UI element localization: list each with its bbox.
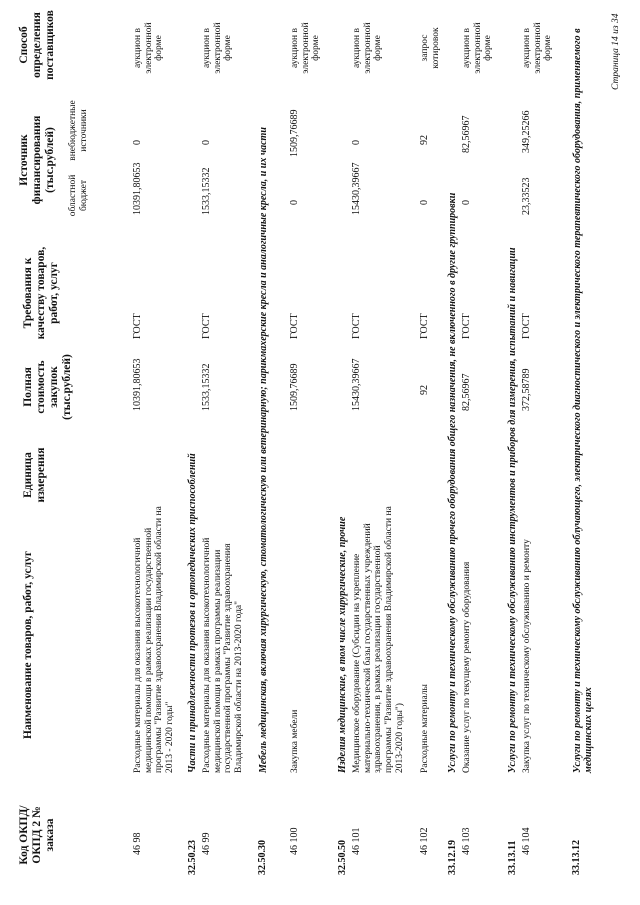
row-method: аукцион в электронной форме — [202, 22, 234, 74]
row-number: 46 102 — [419, 827, 430, 855]
header-requirements: Требования к качеству товаров, работ, услуг — [22, 246, 60, 340]
group-name: Услуги по ремонту и техническому обслуживанию инструментов и приборов для измерения, испытаний и навигации — [507, 247, 518, 773]
group-name: Услуги по ремонту и техническому обслуживанию облучающего, электрического диагностического и электрического терапевтического оборудования, применяемого в медицинских целях — [572, 28, 595, 773]
group-name: Мебель медицинская, включая хирургическую, стоматологическую или ветеринарную; парикмахерские кресла и аналогичные кресла, и их части — [258, 127, 269, 773]
row-name: Расходные материалы для оказания высокотехнологичной медицинской помощи в рамках реализации государственной программы "Развитие здравоохранения Владимирской области на 2013 - 2020 годы" — [133, 506, 175, 773]
row-number: 46 103 — [461, 827, 472, 855]
row-cost: 92 — [419, 385, 430, 395]
row-name: Медицинское оборудование (Субсидии на укрепление материально-технической базы государственных учреждений здравоохранения, в рамках реализации государственной программы "Развитие здравоохранения Владимирской области на 2013-2020 годы") — [352, 506, 405, 773]
row-extra: 0 — [351, 140, 362, 145]
group-name: Услуги по ремонту и техническому обслуживанию прочего оборудования общего назначения, не включенного в другие группировки — [447, 192, 458, 773]
row-regional: 0 — [461, 200, 472, 205]
group-code: 33.13.12 — [571, 840, 582, 875]
row-method: аукцион в электронной форме — [352, 22, 384, 74]
row-requirement: ГОСТ — [419, 313, 430, 339]
row-method: аукцион в электронной форме — [522, 22, 554, 74]
row-number: 46 104 — [521, 827, 532, 855]
group-code: 33.12.19 — [447, 840, 458, 875]
row-regional: 23,33523 — [521, 177, 532, 215]
row-cost: 10391,80653 — [132, 358, 143, 411]
row-requirement: ГОСТ — [461, 313, 472, 339]
row-name: Закупка услуг по техническому обслуживанию и ремонту — [522, 539, 532, 773]
row-name: Оказание услуг по текущему ремонту оборудования — [462, 561, 472, 773]
row-requirement: ГОСТ — [201, 313, 212, 339]
header-code: Код ОКПД/ ОКПД 2 № заказа — [18, 805, 56, 865]
row-method: аукцион в электронной форме — [290, 22, 322, 74]
row-number: 46 100 — [289, 827, 300, 855]
row-requirement: ГОСТ — [351, 313, 362, 339]
page-number: Страница 14 из 34 — [611, 13, 621, 90]
row-name: Закупка мебели — [290, 709, 300, 773]
row-requirement: ГОСТ — [132, 313, 143, 339]
header-method: Способ определения поставщиков — [18, 10, 56, 80]
row-name: Расходные материалы для оказания высокотехнологичной медицинской помощи в рамках программы реализации государственной программы "Развитие здравоохранения Владимирской области на 2013-2020 года" — [202, 537, 244, 773]
row-extra: 0 — [132, 140, 143, 145]
row-cost: 82,56967 — [461, 373, 472, 411]
row-requirement: ГОСТ — [289, 313, 300, 339]
row-extra: 1509,76689 — [289, 109, 300, 157]
group-code: 32.50.30 — [257, 840, 268, 875]
row-regional: 15430,39667 — [351, 162, 362, 215]
header-fin-extra: внебюджетные источники — [68, 100, 89, 161]
row-method: запрос котировок — [420, 27, 441, 69]
header-fin-regional: областной бюджет — [68, 174, 89, 217]
group-code: 32.50.23 — [187, 840, 198, 875]
row-extra: 82,56967 — [461, 115, 472, 153]
row-number: 46 98 — [132, 832, 143, 855]
header-name: Наименование товаров, работ, услуг — [22, 550, 34, 740]
row-cost: 1533,15332 — [201, 363, 212, 411]
row-name: Расходные материалы — [420, 684, 430, 773]
header-unit: Единица измерения — [22, 447, 47, 503]
row-extra: 92 — [419, 135, 430, 145]
row-regional: 0 — [289, 200, 300, 205]
row-cost: 1509,76689 — [289, 363, 300, 411]
row-regional: 1533,15332 — [201, 167, 212, 215]
row-cost: 15430,39667 — [351, 358, 362, 411]
row-cost: 372,58789 — [521, 368, 532, 411]
row-extra: 0 — [201, 140, 212, 145]
group-name: Части и принадлежности протезов и ортопедических приспособлений — [187, 453, 198, 773]
row-number: 46 101 — [351, 827, 362, 855]
header-financing: Источник финансирования (тыс.рублей) — [18, 115, 56, 205]
row-regional: 0 — [419, 200, 430, 205]
group-code: 33.13.11 — [507, 840, 518, 875]
group-code: 32.50.50 — [337, 840, 348, 875]
row-method: аукцион в электронной форме — [462, 22, 494, 74]
row-number: 46 99 — [201, 832, 212, 855]
header-cost: Полная стоимость закупок (тыс.рублей) — [22, 354, 73, 420]
row-regional: 10391,80653 — [132, 162, 143, 215]
group-name: Изделия медицинские, в том числе хирургические, прочие — [337, 516, 348, 773]
row-method: аукцион в электронной форме — [133, 22, 165, 74]
row-requirement: ГОСТ — [521, 313, 532, 339]
row-extra: 349,25266 — [521, 110, 532, 153]
